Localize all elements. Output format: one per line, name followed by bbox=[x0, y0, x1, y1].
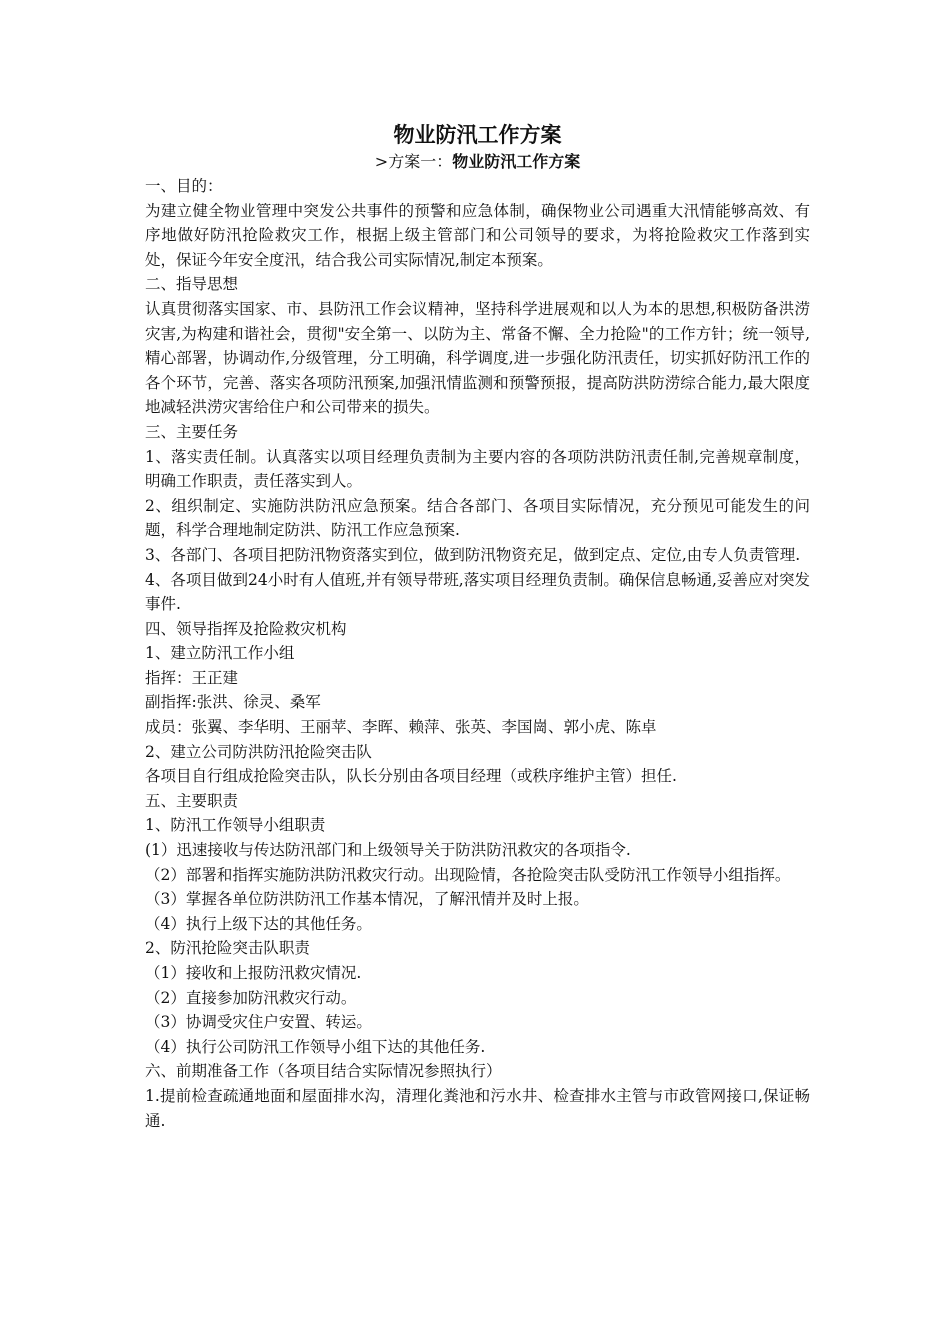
task-item-4: 4、各项目做到24小时有人值班,并有领导带班,落实项目经理负责制。确保信息畅通,妥善应对突发事件. bbox=[145, 570, 810, 614]
task-item-1: 1、落实责任制。认真落实以项目经理负责制为主要内容的各项防洪防汛责任制,完善规章制度，明确工作职责，责任落实到人。 bbox=[145, 447, 810, 491]
document-body bbox=[145, 120, 810, 1133]
paragraph-purpose: 为建立健全物业管理中突发公共事件的预警和应急体制，确保物业公司遇重大汛情能够高效、有序地做好防汛抢险救灾工作，根据上级主管部门和公司领导的要求，为将抢险救灾工作落到实处，保证今年安全度汛，结合我公司实际情况,制定本预案。 bbox=[145, 201, 810, 269]
section-heading-purpose: 一、目的： bbox=[145, 177, 223, 195]
duty-2-2: （2）直接参加防汛救灾行动。 bbox=[145, 988, 357, 1007]
org-members: 成员：张翼、李华明、王丽苹、李晖、赖萍、张英、李国崗、郭小虎、陈卓 bbox=[145, 718, 657, 737]
duties-group-1: 1、防汛工作领导小组职责 bbox=[145, 816, 326, 835]
duty-2-1: （1）接收和上报防汛救灾情况. bbox=[145, 964, 362, 982]
org-deputy-commander: 副指挥:张洪、徐灵、桑军 bbox=[145, 693, 321, 712]
task-item-3: 3、各部门、各项目把防汛物资落实到位，做到防汛物资充足，做到定点、定位,由专人负责管理. bbox=[145, 545, 801, 564]
duty-1-2: （2）部署和指挥实施防洪防汛救灾行动。出现险情，各抢险突击队受防汛工作领导小组指挥。 bbox=[145, 865, 791, 884]
org-item-2: 2、建立公司防洪防汛抢险突击队 bbox=[145, 742, 372, 761]
duty-2-4: （4）执行公司防汛工作领导小组下达的其他任务. bbox=[145, 1037, 486, 1056]
org-team-note: 各项目自行组成抢险突击队，队长分别由各项目经理（或秩序维护主管）担任. bbox=[145, 767, 677, 786]
document-subtitle bbox=[145, 150, 810, 174]
section-heading-preparation: 六、前期准备工作（各项目结合实际情况参照执行） bbox=[145, 1062, 502, 1081]
duty-1-3: （3）掌握各单位防洪防汛工作基本情况，了解汛情并及时上报。 bbox=[145, 890, 589, 909]
paragraph-guiding: 认真贯彻落实国家、市、县防汛工作会议精神，坚持科学进展观和以人为本的思想,积极防备洪涝灾害,为构建和谐社会，贯彻"安全第一、以防为主、常备不懈、全力抢险"的工作方针；统一领导,精心部署，协调动作,分级管理，分工明确，科学调度,进一步强化防汛责任，切实抓好防汛工作的各个环节，完善、落实各项防汛预案,加强汛情监测和预警预报，提高防洪防涝综合能力,最大限度地减轻洪涝灾害给住户和公司带来的损失。 bbox=[145, 299, 810, 417]
section-heading-organization: 四、领导指挥及抢险救灾机构 bbox=[145, 619, 347, 638]
section-heading-guiding: 二、指导思想 bbox=[145, 275, 239, 294]
preparation-item-1: 1.提前检查疏通地面和屋面排水沟，清理化粪池和污水井、检查排水主管与市政管网接口,保证畅通. bbox=[145, 1086, 810, 1130]
org-commander: 指挥：王正建 bbox=[145, 668, 239, 687]
duty-1-4: （4）执行上级下达的其他任务。 bbox=[145, 914, 372, 933]
subtitle-prefix: >方案一： bbox=[374, 152, 453, 171]
task-item-2: 2、组织制定、实施防洪防汛应急预案。结合各部门、各项目实际情况，充分预见可能发生的问题，科学合理地制定防洪、防汛工作应急预案. bbox=[145, 496, 810, 540]
section-heading-tasks: 三、主要任务 bbox=[145, 422, 239, 441]
duties-group-2: 2、防汛抢险突击队职责 bbox=[145, 939, 310, 958]
duty-2-3: （3）协调受灾住户安置、转运。 bbox=[145, 1013, 372, 1032]
subtitle-main: 物业防汛工作方案 bbox=[452, 152, 581, 171]
document-title: 物业防汛工作方案 bbox=[393, 123, 562, 147]
org-item-1: 1、建立防汛工作小组 bbox=[145, 644, 295, 663]
section-heading-duties: 五、主要职责 bbox=[145, 791, 239, 810]
duty-1-1: (1）迅速接收与传达防汛部门和上级领导关于防洪防汛救灾的各项指令. bbox=[145, 841, 631, 860]
